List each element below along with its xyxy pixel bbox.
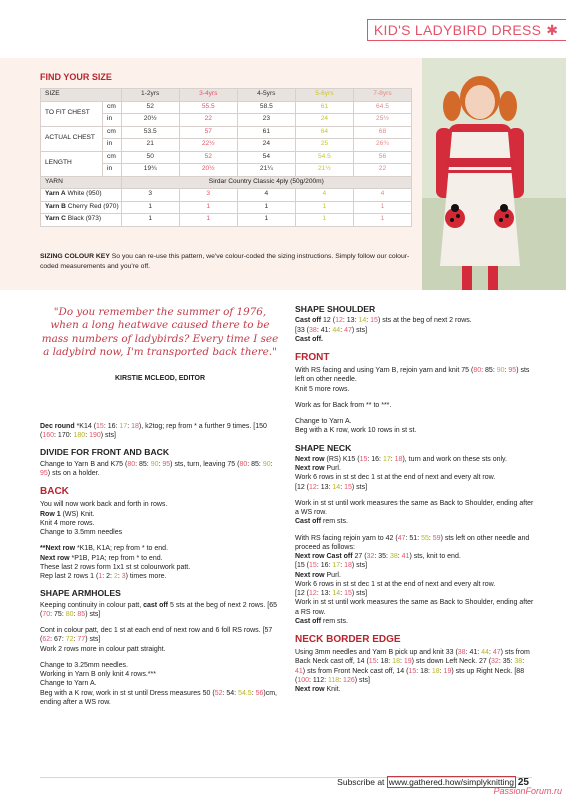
cell: 1 (353, 201, 411, 214)
heading-neck: SHAPE NECK (295, 442, 352, 453)
page-title: KID'S LADYBIRD DRESS (373, 21, 542, 38)
unit: in (103, 114, 122, 127)
cell: 22½ (179, 139, 237, 152)
cell: 64 (295, 126, 353, 139)
instruction-armholes-2: Cont in colour patt, dec 1 st at each end of next row and 6 foll RS rows. [57 (62: 67: 72: 77) sts] Work 2 rows more in colour patt straight. (40, 627, 273, 653)
sizing-key-text: So you can re-use this pattern, we've colour-coded the sizing instructions. Simply follow our colour-coded measurements and you're off. (40, 253, 410, 271)
cell: 57 (179, 126, 237, 139)
right-column (295, 302, 535, 701)
size-col: 5-6yrs (295, 89, 353, 102)
instruction-divide: Change to Yarn B and K75 (80: 85: 90: 95) sts, turn, leaving 75 (80: 85: 90: 95) sts on a holder. (40, 460, 273, 478)
subscribe-text: Subscribe at (337, 777, 385, 787)
cell: 20½ (121, 114, 179, 127)
cell: 61 (295, 101, 353, 114)
star-icon: ✱ (546, 21, 558, 38)
cell: 50 (121, 151, 179, 164)
cell: 1 (121, 201, 179, 214)
heading-front: FRONT (295, 352, 330, 364)
sizing-key (40, 252, 418, 272)
instruction-dec-round: Dec round *K14 (15: 16: 17: 18), k2tog; rep from * a further 9 times. [150 (160: 170: 180: 190) sts] (40, 423, 267, 440)
quote-attribution: KIRSTIE MCLEOD, EDITOR (114, 375, 206, 382)
cell: 54.5 (295, 151, 353, 164)
cell: 25 (295, 139, 353, 152)
cell: 4 (295, 189, 353, 202)
cell: 61 (237, 126, 295, 139)
cell: 1 (353, 214, 411, 227)
row-label: ACTUAL CHEST (41, 126, 103, 151)
unit: in (103, 139, 122, 152)
cell: 25½ (353, 114, 411, 127)
instruction-front-3: Change to Yarn A. Beg with a K row, work 10 rows in st st. (295, 418, 417, 435)
size-table (40, 88, 412, 227)
size-col: 3-4yrs (179, 89, 237, 102)
instruction-armholes-3: Change to 3.25mm needles. Working in Yarn B only knit 4 rows.*** Change to Yarn A. Beg with a K row, work in st st until Dress measures 50 (52: 54: 54.5: 56)cm, ending after a WS row. (40, 661, 277, 706)
sizing-key-label: SIZING COLOUR KEY (40, 253, 110, 260)
size-col: 7-8yrs (353, 89, 411, 102)
row-label: LENGTH (41, 151, 103, 176)
cell: 4 (353, 189, 411, 202)
left-column (40, 422, 282, 714)
cell: 1 (295, 214, 353, 227)
heading-back: BACK (40, 486, 69, 498)
cell: 1 (121, 214, 179, 227)
instruction-armholes: Keeping continuity in colour patt, cast off 5 sts at the beg of next 2 rows. [65 (70: 75: 80: 85) sts] (40, 601, 277, 618)
yarn-name: Sirdar Country Classic 4ply (50g/200m) (121, 176, 411, 189)
size-col: 1-2yrs (121, 89, 179, 102)
cell: 54 (237, 151, 295, 164)
instruction-back-pattern: **Next row *K1B, K1A; rep from * to end. Next row *P1B, P1A; rep from * to end. These last 2 rows form 1x1 st st colourwork patt. Rep last 2 rows 1 (1: 2: 2: 3) times more. (40, 545, 191, 581)
subscribe-link[interactable]: www.gathered.how/simplyknitting (388, 777, 514, 787)
yarn-row-label: Yarn A White (950) (41, 189, 122, 202)
cell: 53.5 (121, 126, 179, 139)
instruction-neck-border: Using 3mm needles and Yarn B pick up and knit 33 (38: 41: 44: 47) sts from Back Neck cast off, 14 (15: 18: 18: 19) sts down Left Neck. 27 (32: 35: 38: 41) sts from Front Neck cast off, 14 (15: 18: 18: 19) sts up Right Neck. [88 (100: 112: 118: 126) sts] Next row Knit. (295, 649, 530, 694)
instruction-back: You will now work back and forth in rows. Row 1 (WS) Knit. Knit 4 more rows. Change to 3.5mm needles (40, 501, 168, 537)
unit: cm (103, 126, 122, 139)
instruction-neck: Next row (RS) K15 (15: 16: 17: 18), turn and work on these sts only. Next row Purl. Work 6 rows in st st dec 1 st at the end of next and every alt row. [12 (12: 13: 14: 15) sts] (295, 455, 507, 491)
girl-photo (422, 58, 566, 290)
cell: 56 (353, 151, 411, 164)
cell: 26¾ (353, 139, 411, 152)
cell: 64.5 (353, 101, 411, 114)
yarn-row-label: Yarn B Cherry Red (970) (41, 201, 122, 214)
cell: 21½ (295, 164, 353, 177)
page-header (367, 19, 566, 41)
heading-shoulder: SHAPE SHOULDER (295, 304, 376, 314)
instruction-neck-2: Work in st st until work measures the same as Back to Shoulder, ending after a WS row. Cast off rem sts. (295, 499, 534, 526)
cell: 22 (353, 164, 411, 177)
cell: 55.5 (179, 101, 237, 114)
heading-armholes: SHAPE ARMHOLES (40, 588, 121, 599)
unit: cm (103, 101, 122, 114)
heading-divide: DIVIDE FOR FRONT AND BACK (40, 447, 170, 458)
watermark: PassionForum.ru (493, 786, 562, 796)
heading-neck-border: NECK BORDER EDGE (295, 633, 401, 645)
cell: 21¼ (237, 164, 295, 177)
instruction-neck-3: With RS facing rejoin yarn to 42 (47: 51: 55: 59) sts left on other needle and proceed as follows: Next row Cast off 27 (32: 35: 38: 41) sts, knit to end. [15 (15: 16: 17: 18) sts] Next row Purl. Work 6 rows in st st dec 1 st at the end of next and every alt row. [12 (12: 13: 14: 15) sts] Work in st st until work measures the same as Back to Shoulder, ending after a RS row. Cast off rem sts. (295, 534, 534, 625)
cell: 22 (179, 114, 237, 127)
cell: 24 (295, 114, 353, 127)
page-number: 25 (517, 777, 529, 788)
cell: 1 (179, 214, 237, 227)
size-label: SIZE (41, 89, 122, 102)
row-label: TO FIT CHEST (41, 101, 103, 126)
cell: 23 (237, 114, 295, 127)
cell: 21 (121, 139, 179, 152)
instruction-front-2: Work as for Back from ** to ***. (295, 401, 392, 409)
unit: cm (103, 151, 122, 164)
cell: 3 (121, 189, 179, 202)
cell: 58.5 (237, 101, 295, 114)
unit: in (103, 164, 122, 177)
cell: 1 (237, 201, 295, 214)
cell: 1 (295, 201, 353, 214)
instruction-front: With RS facing and using Yarn B, rejoin yarn and knit 75 (80: 85: 90: 95) sts left on other needle. Knit 5 more rows. (295, 367, 530, 393)
yarn-row-label: Yarn C Black (973) (41, 214, 122, 227)
cell: 4 (237, 189, 295, 202)
size-col: 4-5yrs (237, 89, 295, 102)
cell: 3 (179, 189, 237, 202)
footer-subscribe (337, 777, 516, 788)
instruction-shoulder: Cast off 12 (12: 13: 14: 15) sts at the beg of next 2 rows. [33 (38: 41: 44: 47) sts] Cast off. (295, 317, 472, 343)
cell: 1 (179, 201, 237, 214)
cell: 24 (237, 139, 295, 152)
cell: 1 (237, 214, 295, 227)
cell: 20½ (179, 164, 237, 177)
size-heading: FIND YOUR SIZE (40, 72, 112, 82)
editor-quote: "Do you remember the summer of 1976, when a long heatwave caused there to be mass numbers of ladybirds? Every time I see a ladybird now, I'm transported back there." (41, 306, 279, 358)
cell: 52 (179, 151, 237, 164)
yarn-label: YARN (41, 176, 122, 189)
cell: 52 (121, 101, 179, 114)
cell: 68 (353, 126, 411, 139)
cell: 19¾ (121, 164, 179, 177)
